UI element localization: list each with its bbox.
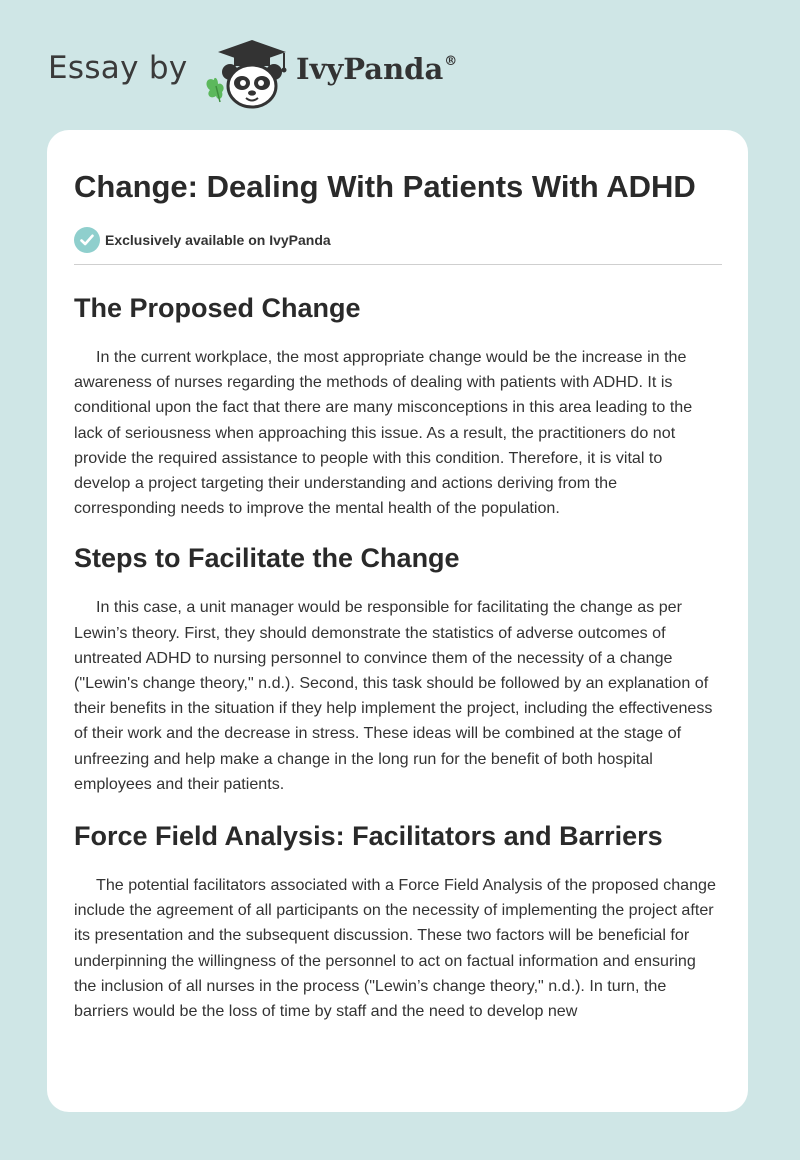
ivy-leaf-icon [207, 78, 224, 102]
section-paragraph-proposed-change: In the current workplace, the most appropriate change would be the increase in the awareness of nurses regarding the methods of dealing with patients with ADHD. It is conditional upon the fact that there are many misconceptions in this area leading to the lack of seriousness when approaching this issue. As a result, the practitioners do not provide the required assistance to people with this condition. Therefore, it is vital to develop a project targeting their understanding and actions deriving from the corresponding needs to improve the mental health of the population. [74, 348, 693, 518]
section-paragraph-steps: In this case, a unit manager would be responsible for facilitating the change as per Lewin’s theory. First, they should demonstrate the statistics of adverse outcomes of untreated ADHD to nursing personnel to convince them of the necessity of a change ("Lewin's change theory," n.d.). Second, this task should be followed by an explanation of their benefits in the situation if they help implement the project, including the effectiveness of their work and the decrease in stress. These ideas will be combined at the stage of unfreezing and help make a change in the long run for the benefit of both hospital employees and their patients. [74, 598, 713, 793]
exclusive-badge [74, 227, 722, 255]
panda-graduate-icon[interactable] [200, 36, 292, 110]
check-circle-icon [74, 227, 100, 253]
section-heading-steps: Steps to Facilitate the Change [74, 543, 460, 574]
brand-name[interactable] [296, 52, 457, 86]
essay-card [47, 130, 748, 1112]
brand-prefix: Essay by [48, 50, 188, 86]
essay-title: Change: Dealing With Patients With ADHD [74, 169, 696, 204]
registered-mark: ® [444, 54, 458, 69]
exclusive-text: Exclusively available on IvyPanda [105, 232, 331, 248]
section-heading-proposed-change: The Proposed Change [74, 293, 361, 323]
section-heading-force-field: Force Field Analysis: Facilitators and Barriers [74, 821, 663, 852]
essay-content [74, 130, 722, 1024]
brand-name-text: IvyPanda [296, 52, 444, 86]
section-paragraph-force-field: The potential facilitators associated with a Force Field Analysis of the proposed change include the agreement of all participants on the necessity of implementing the project after its presentation and the subsequent discussion. These two factors will be beneficial for underpinning the willingness of the personnel to act on factual information and ensuring the inclusion of all nurses in the process ("Lewin’s change theory," n.d.). In turn, the barriers would be the loss of time by staff and the need to develop new [74, 876, 716, 1021]
site-header [0, 0, 800, 120]
title-divider [74, 264, 722, 265]
